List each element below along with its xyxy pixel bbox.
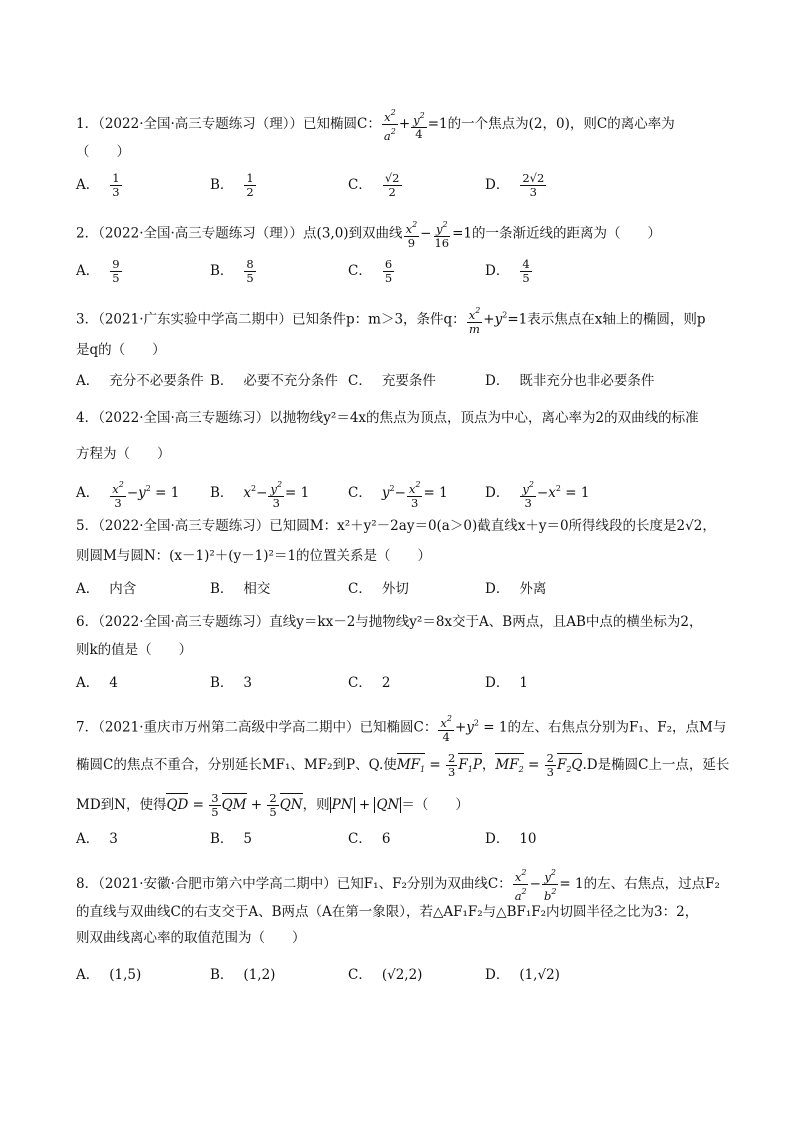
vector-mf2: $MF_2$ [495,755,523,780]
vector-qd: QD [166,797,189,813]
option-fraction: $\frac{y^2}{3}$ [522,479,534,510]
option-a[interactable]: A． 充分不必要条件 [76,373,204,389]
vector-mf1: $MF_1$ [397,755,425,780]
formula-fraction: $\frac{2}{5}$ [269,791,277,819]
question-5-stem-cont: 则圆M与圆N：(x－1)²＋(y－1)²＝1的位置关系是（ ） [76,548,432,564]
option-c[interactable]: C． 外切 [348,581,409,597]
question-text: 点(3,0)到双曲线 [303,225,403,242]
option-a[interactable]: A． 3 [76,831,118,847]
formula-fraction: $\frac{2}{3}$ [448,751,456,779]
option-c[interactable]: C． 6 [348,831,391,847]
question-number: 2． [76,225,99,242]
question-text: 的左、右焦点，过点F₂ [583,876,720,892]
formula-fraction: $\frac{y^2}{4}$ [413,110,425,141]
option-d[interactable]: D． 1 [485,675,528,691]
option-c[interactable]: C． $\frac{√2}{2}$ [348,171,400,199]
option-c[interactable]: C． 充要条件 [348,373,436,389]
question-number: 7． [76,719,99,736]
option-a[interactable]: A． $\frac{x^2}{3}$ $-y^2 = 1$ [76,479,180,510]
question-8-stem-cont: 的直线与双曲线C的右支交于A、B两点（A在第一象限），若△AF₁F₂与△BF₁F₂内切圆半径之比为3：2， [76,904,699,920]
option-fraction: $\frac{6}{5}$ [384,257,393,285]
option-d[interactable]: D． $\frac{2√2}{3}$ [485,171,545,199]
option-d[interactable]: D． (1,√2) [485,967,560,983]
question-text: .D是椭圆C上一点，延长 [582,757,730,773]
question-1-stem-cont: （ ） [76,144,130,160]
option-b[interactable]: B． 3 [210,675,253,691]
question-2-options [76,256,726,286]
option-a[interactable]: A． 4 [76,675,118,691]
question-1-stem: 1．（2022·全国·高三专题练习（理））已知椭圆C： $\frac{x^2}{a^2}$ + $\frac{y^2}{4}$ =1的一个焦点为(2，0)，则C的离心率为 [76,108,675,143]
option-fraction: $\frac{8}{5}$ [246,257,254,285]
formula-fraction: $\frac{y^2}{16}$ [434,220,450,250]
question-text: 已知条件p：m＞3，条件q： [292,311,466,328]
question-3-options [76,366,726,396]
option-d[interactable]: D． 外离 [485,581,547,597]
question-text: MD到N，使得 [76,797,167,813]
question-6-options [76,668,726,698]
question-source: （2022·全国·高三专题练习（理）） [98,225,304,242]
formula-fraction: $\frac{x^2}{4}$ [440,714,452,744]
option-fraction: $\frac{4}{5}$ [522,257,530,285]
option-b[interactable]: B． 5 [210,831,253,847]
question-source: （2022·全国·高三专题练习） [98,410,270,426]
question-text: 表示焦点在x轴上的椭圆，则p [527,311,706,328]
question-4-stem [76,408,699,428]
option-d[interactable]: D． $\frac{4}{5}$ [485,257,530,285]
question-7-options [76,824,726,854]
question-3-stem-cont: 是q的（ ） [76,342,166,358]
vector-f2q: $F_2Q$ [557,755,583,780]
vector-qn: QN [279,797,303,813]
option-fraction: $\frac{2√2}{3}$ [522,171,545,199]
question-1-options [76,170,726,200]
question-text: 已知圆M：x²＋y²－2ay＝0(a＞0)截直线x＋y＝0所得线段的长度是2√2， [269,518,716,534]
option-fraction: $\frac{√2}{2}$ [384,171,400,199]
question-number: 3． [76,311,99,328]
question-6-stem [76,612,702,632]
abs-pn: PN [331,797,353,813]
option-d[interactable]: D． 既非充分也非必要条件 [485,373,655,389]
vector-qm: QM [221,797,247,813]
question-text: ，则 [302,797,330,813]
option-a[interactable]: A． $\frac{1}{3}$ [76,171,120,199]
option-fraction: $\frac{9}{5}$ [112,257,120,285]
formula-fraction: $\frac{3}{5}$ [211,791,219,819]
option-b[interactable]: B． 必要不充分条件 [210,373,338,389]
option-c[interactable]: C． 2 [348,675,391,691]
option-a[interactable]: A． $\frac{9}{5}$ [76,257,120,285]
question-source: （2022·全国·高三专题练习） [98,614,270,630]
option-fraction: $\frac{1}{3}$ [112,171,120,199]
option-b[interactable]: B． $x^2-$ $\frac{y^2}{3}$ = 1 [210,479,310,510]
question-source: （2022·全国·高三专题练习（理）） [98,116,304,132]
question-text: ， [481,757,496,773]
question-text: 的一个焦点为(2，0)，则C的离心率为 [447,116,675,132]
question-text: 已知椭圆C： [303,116,381,132]
question-4-options [76,474,726,510]
question-source: （2021·重庆市万州第二高级中学高二期中） [98,719,360,736]
question-4-stem-cont: 方程为（ ） [76,446,171,462]
question-source: （2022·全国·高三专题练习） [98,518,270,534]
question-number: 5． [76,518,99,534]
option-b[interactable]: B． 相交 [210,581,271,597]
option-a[interactable]: A． 内含 [76,581,137,597]
formula-fraction: $\frac{x^2}{a^2}$ [383,108,396,143]
formula-fraction: $\frac{x^2}{9}$ [405,220,418,250]
formula-fraction: $\frac{x^2}{a^2}$ [514,868,527,903]
question-number: 6． [76,614,99,630]
option-d[interactable]: D． 10 [485,831,537,847]
question-2-stem: 2．（2022·全国·高三专题练习（理））点(3,0)到双曲线 $\frac{x^2}{9}$ − $\frac{y^2}{16}$ =1的一条渐近线的距离为（ ） [76,220,662,250]
option-b[interactable]: B． $\frac{1}{2}$ [210,171,254,199]
option-fraction: $\frac{x^2}{3}$ [112,479,124,510]
question-7-stem-cont: 椭圆C的焦点不重合，分别延长MF₁、MF₂到P、Q.使$MF_1$ = $\frac{2}{3}$ $F_1P$，$MF_2$ = $\frac{2}{3}$ $F_2Q.D$是椭圆C上一点，延长 [76,751,730,779]
option-b[interactable]: B． (1,2) [210,967,276,983]
question-text: 已知椭圆C： [359,719,438,736]
question-text: 的一条渐近线的距离为（ ） [472,225,662,242]
question-8-stem: 8．（2021·安徽·合肥市第六中学高二期中）已知F₁、F₂分别为双曲线C： $\frac{x^2}{a^2}$ − $\frac{y^2}{b^2}$ = 1的左、右焦点，过点F₂ [76,868,720,903]
option-c[interactable]: C． $y^2-$ $\frac{x^2}{3}$ = 1 [348,479,448,510]
question-5-options [76,574,726,604]
option-fraction: $\frac{y^2}{3}$ [270,479,283,510]
question-6-stem-cont: 则k的值是（ ） [76,642,193,658]
option-fraction: $\frac{x^2}{3}$ [408,479,421,510]
option-b[interactable]: B． $\frac{8}{5}$ [210,257,254,285]
question-text: 直线y＝kx－2与抛物线y²＝8x交于A、B两点，且AB中点的横坐标为2， [269,614,703,630]
formula-fraction: $\frac{x^2}{m}$ [468,306,481,336]
question-text: 以抛物线y²＝4x的焦点为顶点，顶点为中心，离心率为2的双曲线的标准 [269,410,699,426]
question-number: 8． [76,876,99,892]
option-a[interactable]: A． (1,5) [76,967,142,983]
abs-qn: QN [376,797,400,813]
question-7-stem: 7．（2021·重庆市万州第二高级中学高二期中）已知椭圆C： $\frac{x^2}{4}$ $+y^2 = 1$的左、右焦点分别为F₁、F₂，点M与 [76,714,727,744]
vector-f1p: $F_1P$ [458,755,482,780]
option-c[interactable]: C． (√2,2) [348,967,423,983]
question-text: 的左、右焦点分别为F₁、F₂，点M与 [507,719,727,736]
question-8-options [76,960,726,990]
formula-fraction: $\frac{y^2}{b^2}$ [543,868,557,903]
question-7-stem-cont2: MD到N，使得QD = $\frac{3}{5}$ QM + $\frac{2}{5}$ QN，则 PN + QN ＝（ ） [76,791,469,819]
question-number: 1． [76,116,99,132]
question-source: （2021·广东实验中学高二期中） [98,311,292,328]
option-fraction: $\frac{1}{2}$ [246,171,254,199]
question-8-stem-cont2: 则双曲线离心率的取值范围为（ ） [76,930,306,946]
question-text: 已知F₁、F₂分别为双曲线C： [336,876,512,892]
formula-fraction: $\frac{2}{3}$ [546,751,554,779]
question-source: （2021·安徽·合肥市第六中学高二期中） [98,876,337,892]
question-3-stem: 3．（2021·广东实验中学高二期中）已知条件p：m＞3，条件q： $\frac{x^2}{m}$ $+y^2=1$表示焦点在x轴上的椭圆，则p [76,306,706,336]
question-text: 椭圆C的焦点不重合，分别延长MF₁、MF₂到P、Q.使 [76,757,397,773]
question-number: 4． [76,410,99,426]
question-text: ＝（ ） [401,797,469,813]
option-d[interactable]: D． $\frac{y^2}{3}$ $-x^2 = 1$ [485,479,590,510]
question-5-stem [76,516,716,536]
option-c[interactable]: C． $\frac{6}{5}$ [348,257,393,285]
